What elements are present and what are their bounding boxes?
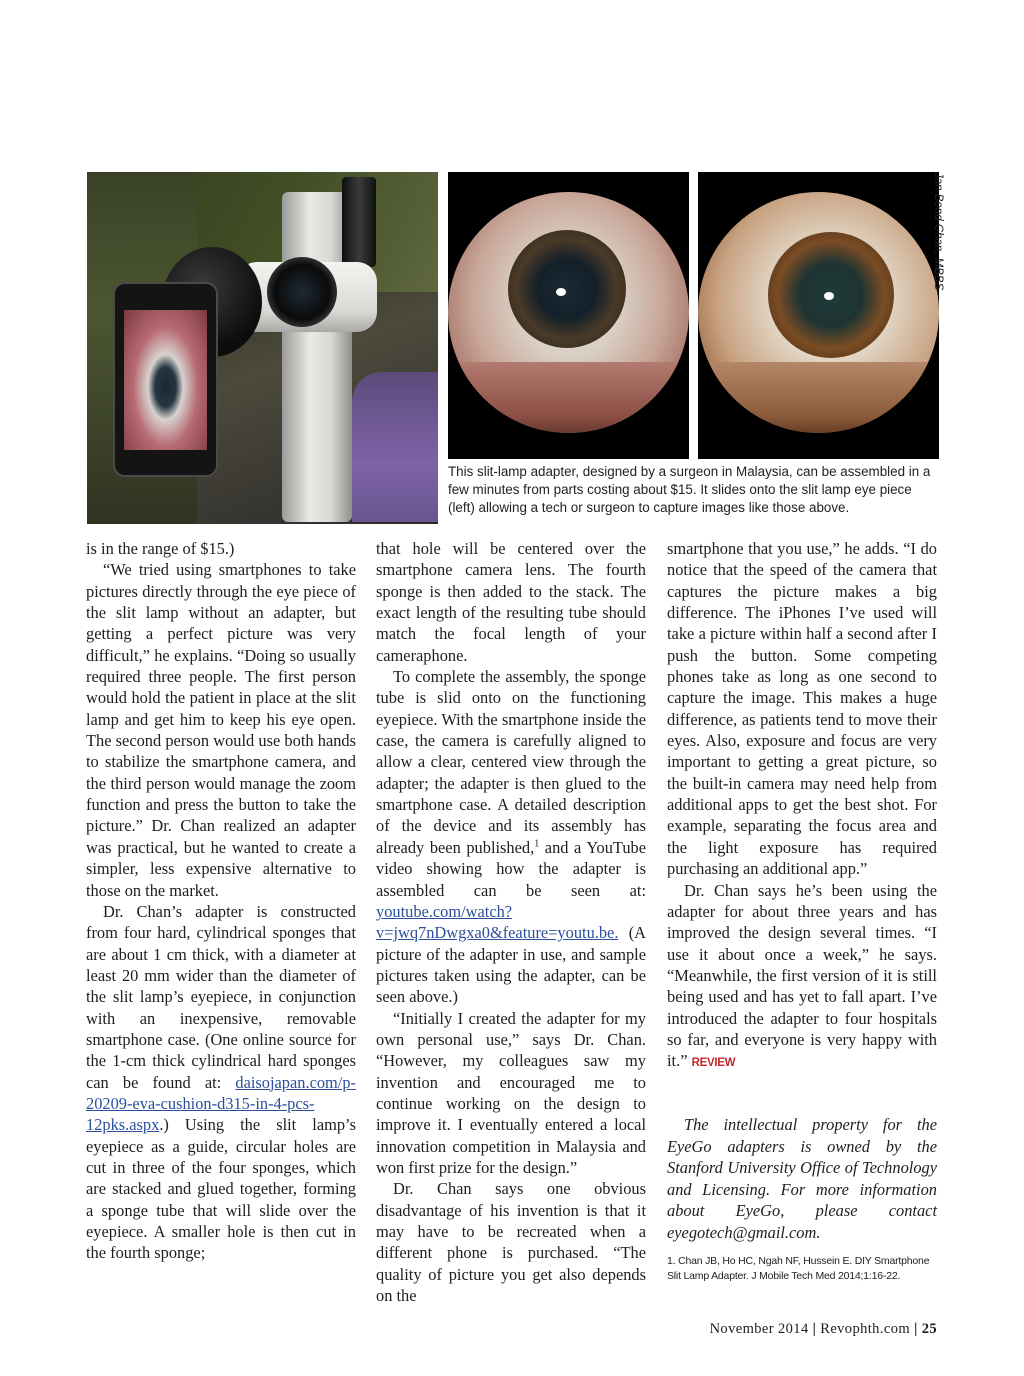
eye-photo-left	[448, 172, 689, 459]
paragraph: Dr. Chan says one obvious disadvantage of his invention is that it may have to be recreated when a different phone is purchased. “The quality of picture you get also depends on the	[376, 1179, 646, 1306]
page-folio: November 2014 | Revophth.com | 25	[709, 1321, 937, 1337]
youtube-link[interactable]: youtube.com/watch?v=jwq7nDwgxa0&feature=youtu.be.	[376, 901, 619, 943]
footnote-ref: 1	[534, 838, 540, 850]
issue-date: November 2014	[709, 1321, 809, 1337]
footnote: 1. Chan JB, Ho HC, Ngah NF, Hussein E. DIY Smartphone Slit Lamp Adapter. J Mobile Tech Med 2014;1:16-22.	[667, 1255, 930, 1282]
review-end-mark: REVIEW	[691, 1057, 736, 1070]
paragraph: Dr. Chan says he’s been using the adapter for about three years and has improved the design several times. “I use it about once a week,” he says. “Meanwhile, the first version of it is still being used and has yet to fall apart. I’ve introduced the adapter to four hospitals so far, and everyone is very happy with it.” REVIEW	[667, 880, 937, 1071]
slit-lamp-adapter-photo	[87, 172, 438, 524]
photo-credit-text: Jan Bond Chan, MBBS	[932, 172, 944, 291]
ip-note: The intellectual property for the EyeGo adapters is owned by the Stanford University Office of Technology and Licensing. For more information about EyeGo, please contact eyegotech@gmail.com.	[667, 1115, 937, 1242]
paragraph: that hole will be centered over the smartphone camera lens. The fourth sponge is then added to the stack. The exact length of the resulting tube should match the focal length of your cameraphone.	[376, 539, 646, 665]
site-name: Revophth.com	[820, 1321, 911, 1337]
paragraph: smartphone that you use,” he adds. “I do notice that the speed of the camera that captures the picture makes a big difference. The iPhones I’ve used will take a picture within half a second after I push the button. Some competing phones take as long as one second to capture the image. This makes a huge difference, as patients tend to move their eyes. Also, exposure and focus are very important to getting a great picture, so the built-in camera may need help from additional apps to get the best shot. For example, separating the focus area and the light exposure has required purchasing an additional app.”	[667, 539, 937, 879]
article-column-3	[667, 538, 937, 1075]
photo-caption: This slit-lamp adapter, designed by a surgeon in Malaysia, can be assembled in a few minutes from parts costing about $15. It slides onto the slit lamp eye piece (left) allowing a tech or surgeon to capture images like those above.	[448, 464, 931, 515]
article-column-2	[376, 538, 646, 1306]
paragraph: To complete the assembly, the sponge tube is slid onto on the functioning eyepiece. With the smartphone inside the case, the camera is carefully aligned to allow a clear, centered view through the adapter; the adapter is then glued to the smartphone case. A detailed description of the device and its assembly has already been published,$^1$ and a YouTube video showing how the adapter is assembled can be seen at: youtube.com/watch?v=jwq7nDwgxa0&feature=youtu.be. (A picture of the adapter in use, and sample pictures taken using the adapter, can be seen above.)	[376, 667, 647, 1007]
paragraph: “We tried using smartphones to take pictures directly through the eye piece of the slit lamp without an adapter, but getting a perfect picture was very difficult,” he explains. “Doing so usually required three people. The first person would hold the patient in place at the slit lamp and get him to keep his eye open. The second person would use both hands to stabilize the smartphone camera, and the third person would manage the zoom function and press the button to take the picture.” Dr. Chan realized an adapter was practical, but he wanted to create a simpler, less expensive alternative to those on the market.	[86, 560, 356, 900]
page-number: 25	[921, 1321, 937, 1337]
daiso-link[interactable]: daisojapan.com/p-20209-eva-cushion-d315-in-4-pcs-12pks.aspx	[86, 1072, 356, 1135]
photo-credit	[930, 172, 944, 292]
smartphone-image	[113, 282, 218, 477]
paragraph: “Initially I created the adapter for my own personal use,” says Dr. Chan. “However, my colleagues saw my invention and encouraged me to continue working on the design to improve it. I eventually entered a local innovation competition in Malaysia and won first prize for the design.”	[376, 1008, 646, 1177]
eye-photo-right	[698, 172, 939, 459]
article-column-1	[86, 538, 356, 1264]
paragraph: Dr. Chan’s adapter is constructed from four hard, cylindrical sponges that are about 1 cm thick, with a diameter at least 20 mm wider than the diameter of the slit lamp’s eyepiece, in conjunction with an inexpensive, removable smartphone case. (One online source for the 1-cm thick cylindrical hard sponges can be found at: daisojapan.com/p-20209-eva-cushion-d315-in-4-pcs-12pks.aspx.) Using the slit lamp’s eyepiece as a guide, circular holes are cut in three of the four sponges, which are stacked and glued together, forming a sponge tube that will slide over the eyepiece. A smaller hole is then cut in the fourth sponge;	[86, 901, 356, 1263]
paragraph: is in the range of $15.)	[86, 539, 235, 558]
